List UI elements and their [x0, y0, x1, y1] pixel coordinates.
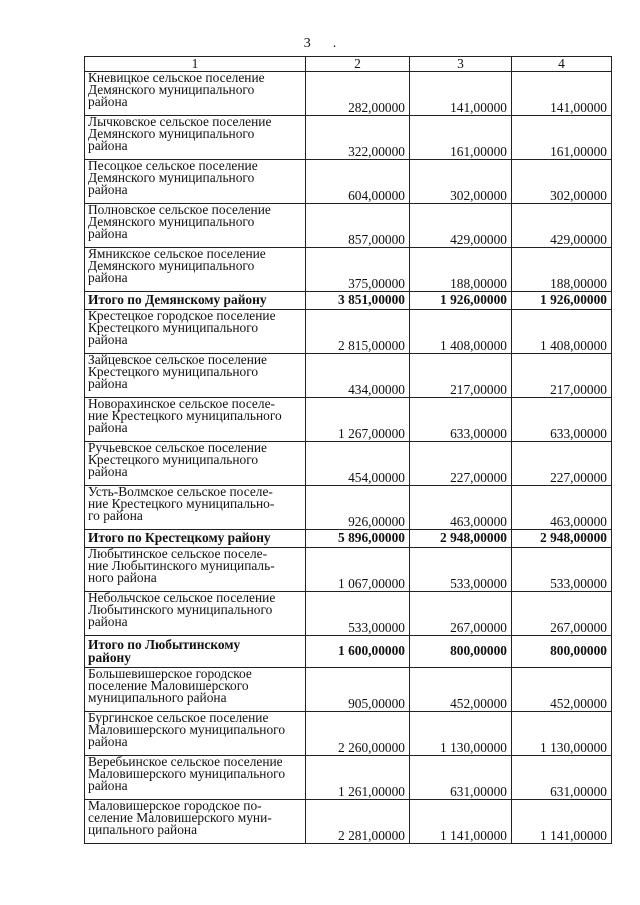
budget-table [84, 56, 612, 844]
table-row [85, 800, 612, 844]
amount-cell-col2: 1 267,00000 [306, 398, 410, 442]
amount-cell-col2: 2 260,00000 [306, 712, 410, 756]
settlement-name-line: ние Крестецкого муниципально- [88, 496, 275, 512]
settlement-name-line: района [88, 614, 128, 630]
settlement-name-cell [85, 530, 306, 548]
amount-cell-col3: 1 130,00000 [410, 712, 512, 756]
table-row [85, 398, 612, 442]
settlement-name-line: Крестецкого муниципального [88, 320, 259, 336]
table-total-row [85, 292, 612, 310]
settlement-name-line: Ручьевское сельское поселение [88, 440, 267, 455]
table-row [85, 486, 612, 530]
settlement-name-line: района [88, 734, 128, 750]
settlement-name-line: Небольчское сельское поселение [88, 590, 276, 605]
amount-cell-col3: 533,00000 [410, 548, 512, 592]
table-row [85, 116, 612, 160]
amount-cell-col2: 1 600,00000 [306, 636, 410, 668]
settlement-name-line: району [88, 649, 131, 665]
settlement-name-line: муниципального района [88, 690, 227, 706]
settlement-name-line: ципального района [88, 822, 198, 838]
amount-cell-col3: 1 408,00000 [410, 310, 512, 354]
table-row [85, 442, 612, 486]
amount-cell-col3: 1 141,00000 [410, 800, 512, 844]
amount-cell-col3: 800,00000 [410, 636, 512, 668]
settlement-name-cell [85, 486, 306, 530]
amount-cell-col4: 1 130,00000 [512, 712, 612, 756]
amount-cell-col4: 217,00000 [512, 354, 612, 398]
amount-cell-col3: 188,00000 [410, 248, 512, 292]
settlement-name-line: Бургинское сельское поселение [88, 710, 269, 725]
amount-cell-col4: 452,00000 [512, 668, 612, 712]
amount-cell-col2: 2 281,00000 [306, 800, 410, 844]
amount-cell-col4: 429,00000 [512, 204, 612, 248]
amount-cell-col4: 631,00000 [512, 756, 612, 800]
table-row [85, 248, 612, 292]
amount-cell-col2: 434,00000 [306, 354, 410, 398]
settlement-name-line: Лычковское сельское поселение [88, 114, 272, 129]
amount-cell-col4: 227,00000 [512, 442, 612, 486]
settlement-name-line: Крестецкого муниципального [88, 364, 259, 380]
amount-cell-col3: 463,00000 [410, 486, 512, 530]
settlement-name-line: Итого по Крестецкому району [88, 530, 271, 546]
page-number [0, 36, 640, 52]
amount-cell-col4: 2 948,00000 [512, 530, 612, 548]
amount-cell-col2: 533,00000 [306, 592, 410, 636]
table-total-row [85, 530, 612, 548]
table-total-row [85, 636, 612, 668]
settlement-name-line: ного района [88, 570, 157, 586]
settlement-name-line: района [88, 226, 128, 242]
amount-cell-col2: 905,00000 [306, 668, 410, 712]
settlement-name-line: района [88, 182, 128, 198]
settlement-name-line: селение Маловишерского муни- [88, 810, 272, 826]
amount-cell-col4: 463,00000 [512, 486, 612, 530]
amount-cell-col2: 5 896,00000 [306, 530, 410, 548]
settlement-name-line: Демянского муниципального [88, 258, 255, 274]
settlement-name-line: Итого по Любытинскому [88, 637, 241, 653]
settlement-name-line: Кневицкое сельское поселение [88, 70, 265, 85]
column-header-1: 1 [85, 57, 306, 72]
settlement-name-cell [85, 398, 306, 442]
settlement-name-line: Крестецкого муниципального [88, 452, 259, 468]
settlement-name-line: Полновское сельское поселение [88, 202, 271, 217]
settlement-name-cell [85, 160, 306, 204]
settlement-name-line: ние Любытинского муниципаль- [88, 558, 275, 574]
table-row [85, 160, 612, 204]
settlement-name-line: го района [88, 508, 143, 524]
settlement-name-line: Крестецкое городское поселение [88, 308, 276, 323]
settlement-name-line: района [88, 138, 128, 154]
table-row [85, 310, 612, 354]
column-header-4: 4 [512, 57, 612, 72]
settlement-name-cell [85, 204, 306, 248]
amount-cell-col4: 267,00000 [512, 592, 612, 636]
settlement-name-line: Ямникское сельское поселение [88, 246, 266, 261]
settlement-name-line: Маловишерского муниципального [88, 722, 286, 738]
amount-cell-col3: 217,00000 [410, 354, 512, 398]
table-row [85, 72, 612, 116]
settlement-name-line: района [88, 420, 128, 436]
amount-cell-col2: 322,00000 [306, 116, 410, 160]
amount-cell-col4: 800,00000 [512, 636, 612, 668]
settlement-name-cell [85, 442, 306, 486]
amount-cell-col4: 141,00000 [512, 72, 612, 116]
amount-cell-col3: 141,00000 [410, 72, 512, 116]
table-row [85, 204, 612, 248]
settlement-name-cell [85, 800, 306, 844]
settlement-name-cell [85, 548, 306, 592]
amount-cell-col3: 1 926,00000 [410, 292, 512, 310]
amount-cell-col4: 533,00000 [512, 548, 612, 592]
settlement-name-cell [85, 756, 306, 800]
settlement-name-line: Зайцевское сельское поселение [88, 352, 267, 367]
amount-cell-col2: 1 067,00000 [306, 548, 410, 592]
table-row [85, 756, 612, 800]
settlement-name-line: района [88, 94, 128, 110]
settlement-name-cell [85, 310, 306, 354]
amount-cell-col3: 429,00000 [410, 204, 512, 248]
amount-cell-col4: 1 926,00000 [512, 292, 612, 310]
amount-cell-col3: 631,00000 [410, 756, 512, 800]
page-mark: . [332, 36, 337, 51]
settlement-name-line: района [88, 332, 128, 348]
amount-cell-col2: 282,00000 [306, 72, 410, 116]
amount-cell-col3: 267,00000 [410, 592, 512, 636]
amount-cell-col4: 161,00000 [512, 116, 612, 160]
table-row [85, 548, 612, 592]
settlement-name-cell [85, 712, 306, 756]
amount-cell-col2: 857,00000 [306, 204, 410, 248]
amount-cell-col2: 2 815,00000 [306, 310, 410, 354]
settlement-name-cell [85, 292, 306, 310]
settlement-name-line: Маловишерское городское по- [88, 798, 262, 813]
amount-cell-col2: 1 261,00000 [306, 756, 410, 800]
settlement-name-line: Усть-Волмское сельское поселе- [88, 484, 273, 499]
settlement-name-line: Демянского муниципального [88, 214, 255, 230]
settlement-name-line: района [88, 376, 128, 392]
amount-cell-col3: 633,00000 [410, 398, 512, 442]
amount-cell-col4: 302,00000 [512, 160, 612, 204]
settlement-name-line: Любытинского муниципального [88, 602, 273, 618]
settlement-name-cell [85, 248, 306, 292]
settlement-name-line: Веребьинское сельское поселение [88, 754, 283, 769]
settlement-name-line: Демянского муниципального [88, 126, 255, 142]
page-number-value: 3 [303, 36, 311, 51]
table-body [85, 57, 612, 844]
amount-cell-col4: 1 141,00000 [512, 800, 612, 844]
amount-cell-col3: 227,00000 [410, 442, 512, 486]
amount-cell-col3: 452,00000 [410, 668, 512, 712]
amount-cell-col2: 3 851,00000 [306, 292, 410, 310]
settlement-name-line: района [88, 464, 128, 480]
settlement-name-cell [85, 668, 306, 712]
settlement-name-line: Итого по Демянскому району [88, 292, 267, 308]
settlement-name-cell [85, 592, 306, 636]
amount-cell-col4: 1 408,00000 [512, 310, 612, 354]
settlement-name-line: района [88, 270, 128, 286]
settlement-name-line: Демянского муниципального [88, 170, 255, 186]
table-row [85, 668, 612, 712]
settlement-name-cell [85, 636, 306, 668]
settlement-name-line: Демянского муниципального [88, 82, 255, 98]
settlement-name-cell [85, 354, 306, 398]
amount-cell-col3: 302,00000 [410, 160, 512, 204]
column-header-2: 2 [306, 57, 410, 72]
settlement-name-line: Маловишерского муниципального [88, 766, 286, 782]
settlement-name-line: Большевишерское городское [88, 666, 252, 681]
amount-cell-col3: 161,00000 [410, 116, 512, 160]
column-header-3: 3 [410, 57, 512, 72]
amount-cell-col2: 604,00000 [306, 160, 410, 204]
amount-cell-col4: 633,00000 [512, 398, 612, 442]
amount-cell-col2: 926,00000 [306, 486, 410, 530]
amount-cell-col3: 2 948,00000 [410, 530, 512, 548]
settlement-name-line: Песоцкое сельское поселение [88, 158, 258, 173]
table-row [85, 592, 612, 636]
settlement-name-line: Новорахинское сельское поселе- [88, 396, 275, 411]
settlement-name-line: Любытинское сельское поселе- [88, 546, 268, 561]
settlement-name-cell [85, 116, 306, 160]
settlement-name-line: района [88, 778, 128, 794]
amount-cell-col4: 188,00000 [512, 248, 612, 292]
amount-cell-col2: 454,00000 [306, 442, 410, 486]
table-row [85, 712, 612, 756]
settlement-name-line: ние Крестецкого муниципального [88, 408, 282, 424]
settlement-name-line: поселение Маловишерского [88, 678, 249, 694]
amount-cell-col2: 375,00000 [306, 248, 410, 292]
settlement-name-cell [85, 72, 306, 116]
table-row [85, 354, 612, 398]
